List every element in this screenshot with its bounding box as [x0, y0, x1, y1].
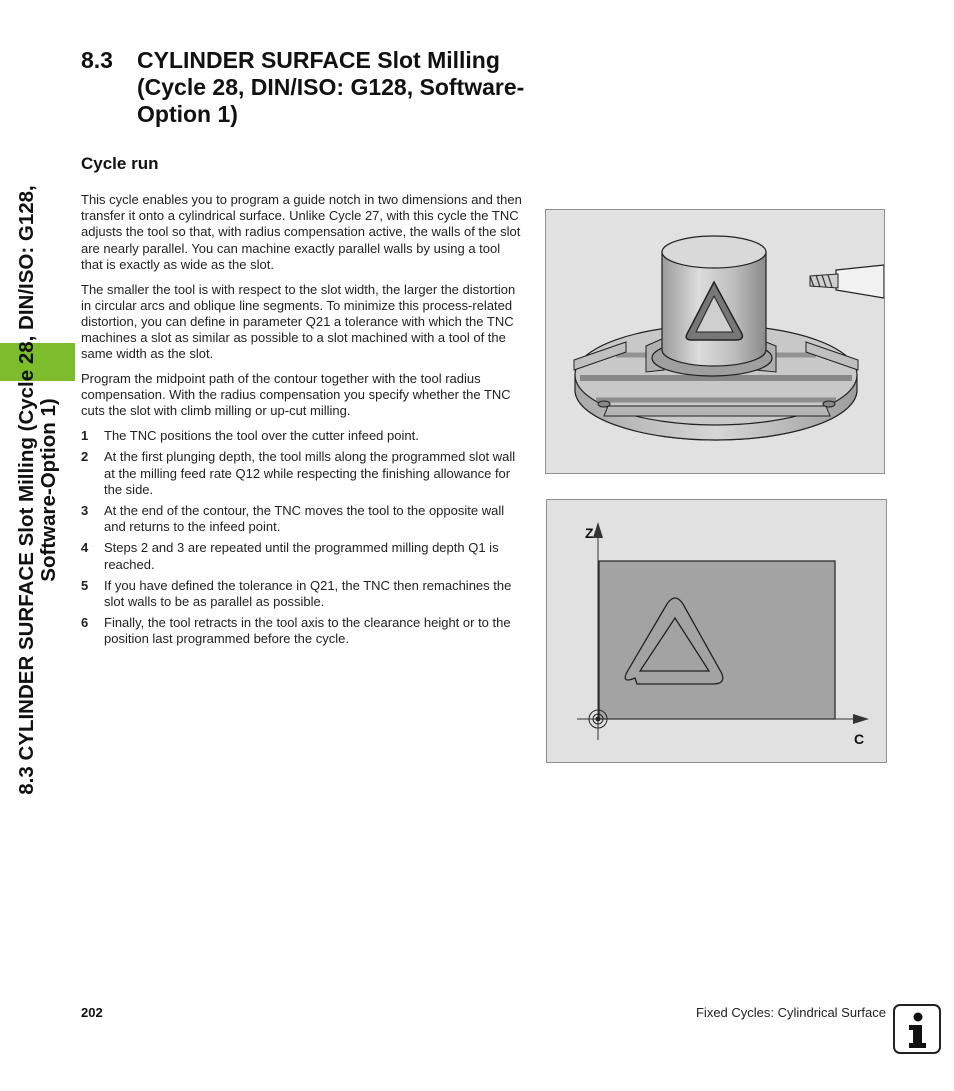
side-tab-line1: 8.3 CYLINDER SURFACE Slot Milling (Cycle 28, DIN/ISO: G128, [15, 185, 38, 795]
side-tab [0, 0, 75, 1091]
side-tab-line2: Software-Option 1) [37, 398, 60, 582]
step-item [81, 428, 524, 444]
body-text [81, 192, 524, 653]
step-item [81, 449, 524, 498]
step-item [81, 503, 524, 535]
step-item [81, 615, 524, 647]
contour-diagram [546, 499, 887, 763]
step-item [81, 540, 524, 572]
axis-label-c: C [854, 731, 865, 747]
contour-drawing [547, 500, 886, 762]
cylinder-drawing [546, 210, 884, 473]
unrolled-surface [599, 561, 835, 719]
step-number: 4 [81, 540, 89, 556]
step-number: 1 [81, 428, 89, 444]
section-number: 8.3 [81, 47, 113, 73]
subsection-title: Cycle run [81, 154, 159, 173]
step-list [81, 428, 524, 647]
step-item [81, 578, 524, 610]
info-button[interactable] [893, 1004, 941, 1054]
paragraph: Program the midpoint path of the contour together with the tool radius compensation. With the radius compensation you specify whether the TNC cuts the slot with climb milling or up-cut milling. [81, 371, 511, 419]
step-text: Finally, the tool retracts in the tool axis to the clearance height or to the position last programmed before the cycle. [104, 615, 511, 647]
step-text: At the end of the contour, the TNC moves the tool to the opposite wall and returns to the infeed point. [104, 502, 505, 535]
page-title [81, 47, 551, 128]
step-number: 6 [81, 615, 89, 631]
paragraph: The smaller the tool is with respect to the slot width, the larger the distortion in circular arcs and oblique line segments. To minimize this process-related distortion, you can define in parameter Q21 a tolerance with which the TNC machines a slot as similar as possible to a slot machined with a tool of the same width as the slot. [81, 281, 516, 362]
step-number: 5 [81, 577, 89, 593]
step-text: At the first plunging depth, the tool mills along the programmed slot wall at the milling feed rate Q12 while respecting the finishing allowance for the side. [104, 449, 516, 497]
section-title: CYLINDER SURFACE Slot Milling (Cycle 28, DIN/ISO: G128, Software-Option 1) [137, 47, 525, 127]
page-number: 202 [81, 1005, 103, 1020]
step-text: If you have defined the tolerance in Q21, the TNC then remachines the slot walls to be as parallel as possible. [104, 577, 512, 609]
step-number: 2 [81, 449, 89, 465]
step-text: Steps 2 and 3 are repeated until the programmed milling depth Q1 is reached. [104, 540, 499, 572]
info-icon [895, 1006, 939, 1052]
chapter-title: Fixed Cycles: Cylindrical Surface [695, 1005, 886, 1020]
step-number: 3 [81, 502, 89, 518]
cylinder-illustration [545, 209, 885, 474]
axis-label-z: Z [585, 525, 594, 541]
step-text: The TNC positions the tool over the cutter infeed point. [104, 428, 419, 444]
paragraph: This cycle enables you to program a guide notch in two dimensions and then transfer it onto a cylindrical surface. Unlike Cycle 27, with this cycle the TNC adjusts the tool so that, with radius compensation active, the walls of the slot are nearly parallel. You can machine exactly parallel walls by using a tool that is exactly as wide as the slot. [81, 192, 522, 272]
